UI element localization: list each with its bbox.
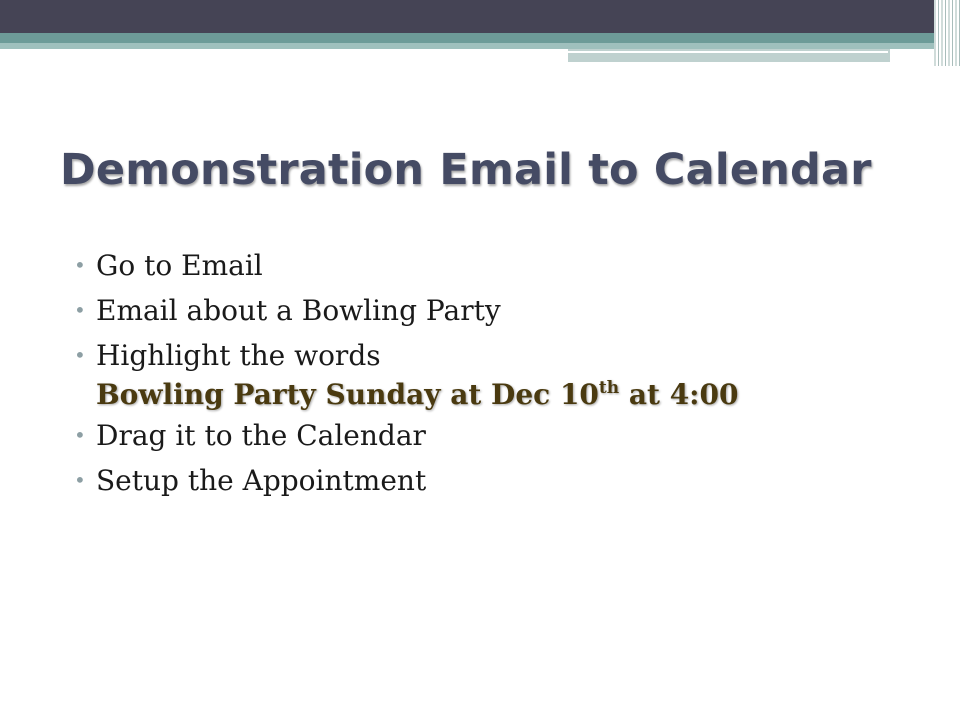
highlighted-phrase-ordinal: th bbox=[598, 378, 620, 398]
banner-corner-stripes bbox=[934, 0, 960, 66]
bullet-item-highlight-words bbox=[74, 333, 894, 413]
slide-title: Demonstration Email to Calendar bbox=[60, 145, 872, 195]
bullet-dot-icon: • bbox=[74, 253, 86, 277]
highlighted-phrase bbox=[96, 370, 894, 413]
bullet-dot-icon: • bbox=[74, 468, 86, 492]
banner-white-line bbox=[568, 51, 888, 53]
bullet-text: Drag it to the Calendar bbox=[96, 419, 426, 452]
bullet-dot-icon: • bbox=[74, 298, 86, 322]
bullet-item-email-about-party bbox=[74, 288, 894, 333]
bullet-text: Highlight the words bbox=[96, 339, 381, 372]
bullet-text: Email about a Bowling Party bbox=[96, 294, 501, 327]
banner-white-bottom-line bbox=[775, 62, 889, 65]
bullet-text: Setup the Appointment bbox=[96, 464, 427, 497]
bullet-text: Go to Email bbox=[96, 249, 263, 282]
header-banner bbox=[0, 0, 960, 70]
highlighted-phrase-main: Bowling Party Sunday at Dec 10 bbox=[96, 378, 599, 411]
banner-teal-bar bbox=[0, 33, 940, 43]
bullet-item-drag-to-calendar bbox=[74, 413, 894, 458]
bullet-item-setup-appointment bbox=[74, 458, 894, 503]
bullet-item-go-to-email bbox=[74, 243, 894, 288]
banner-dark-bar bbox=[0, 0, 960, 33]
highlighted-phrase-time: at 4:00 bbox=[619, 378, 739, 411]
bullet-list bbox=[74, 243, 894, 503]
bullet-dot-icon: • bbox=[74, 423, 86, 447]
bullet-dot-icon: • bbox=[74, 343, 86, 367]
